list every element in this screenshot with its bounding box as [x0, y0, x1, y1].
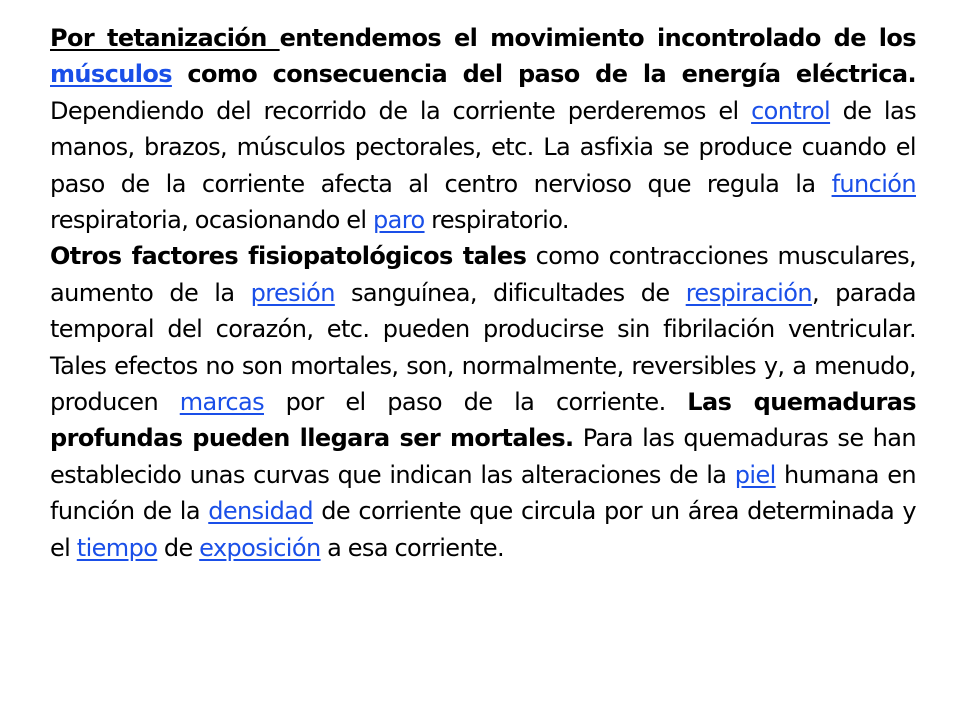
body-text: , parada temporal del corazón, etc. pueden producirse sin fibrilación ventricular. Tales efectos no son mortales, son, normalmente, reversibles y, a menudo, producen — [50, 278, 916, 417]
link-funcion[interactable]: función — [831, 169, 916, 198]
body-text: de corriente que circula por un área determinada y el — [50, 497, 916, 562]
bold-quemaduras: Las quemaduras profundas pueden llegara ser mortales. — [50, 388, 916, 453]
link-exposicion[interactable]: exposición — [199, 533, 321, 562]
body-text: respiratoria, ocasionando el — [50, 206, 373, 235]
link-musculos[interactable]: músculos — [50, 60, 172, 89]
body-text: Para las quemaduras se han establecido unas curvas que indican las alteraciones de la — [50, 424, 916, 489]
body-text: a esa corriente. — [320, 533, 505, 562]
term-tetanizacion: Por tetanización — [50, 24, 280, 52]
paragraph-tetanizacion — [50, 20, 916, 238]
body-text: por el paso de la corriente. — [263, 388, 688, 417]
body-text: de las manos, brazos, músculos pectorales, etc. La asfixia se produce cuando el paso de la corriente afecta al centro nervioso que regula la — [50, 96, 916, 198]
link-control[interactable]: control — [751, 96, 831, 125]
bold-text: como consecuencia del paso de la energía eléctrica. — [171, 60, 916, 89]
bold-text: entendemos el movimiento incontrolado de los — [279, 24, 916, 52]
link-marcas[interactable]: marcas — [179, 388, 264, 417]
paragraph-factores — [50, 238, 916, 566]
link-respiracion[interactable]: respiración — [685, 278, 812, 307]
link-densidad[interactable]: densidad — [208, 497, 314, 526]
body-text: humana en función de la — [50, 460, 916, 526]
body-text: de — [157, 533, 200, 562]
link-piel[interactable]: piel — [734, 460, 776, 489]
body-text: Dependiendo del recorrido de la corriente perderemos el — [50, 96, 752, 125]
link-presion[interactable]: presión — [250, 278, 335, 307]
body-text: como contracciones musculares, aumento de la — [50, 242, 917, 307]
body-text: sanguínea, dificultades de — [334, 278, 686, 307]
bold-lead: Otros factores fisiopatológicos tales — [50, 242, 527, 271]
body-text: respiratorio. — [424, 206, 569, 235]
link-tiempo[interactable]: tiempo — [76, 533, 158, 562]
document-body — [50, 20, 916, 566]
link-paro[interactable]: paro — [372, 206, 425, 235]
